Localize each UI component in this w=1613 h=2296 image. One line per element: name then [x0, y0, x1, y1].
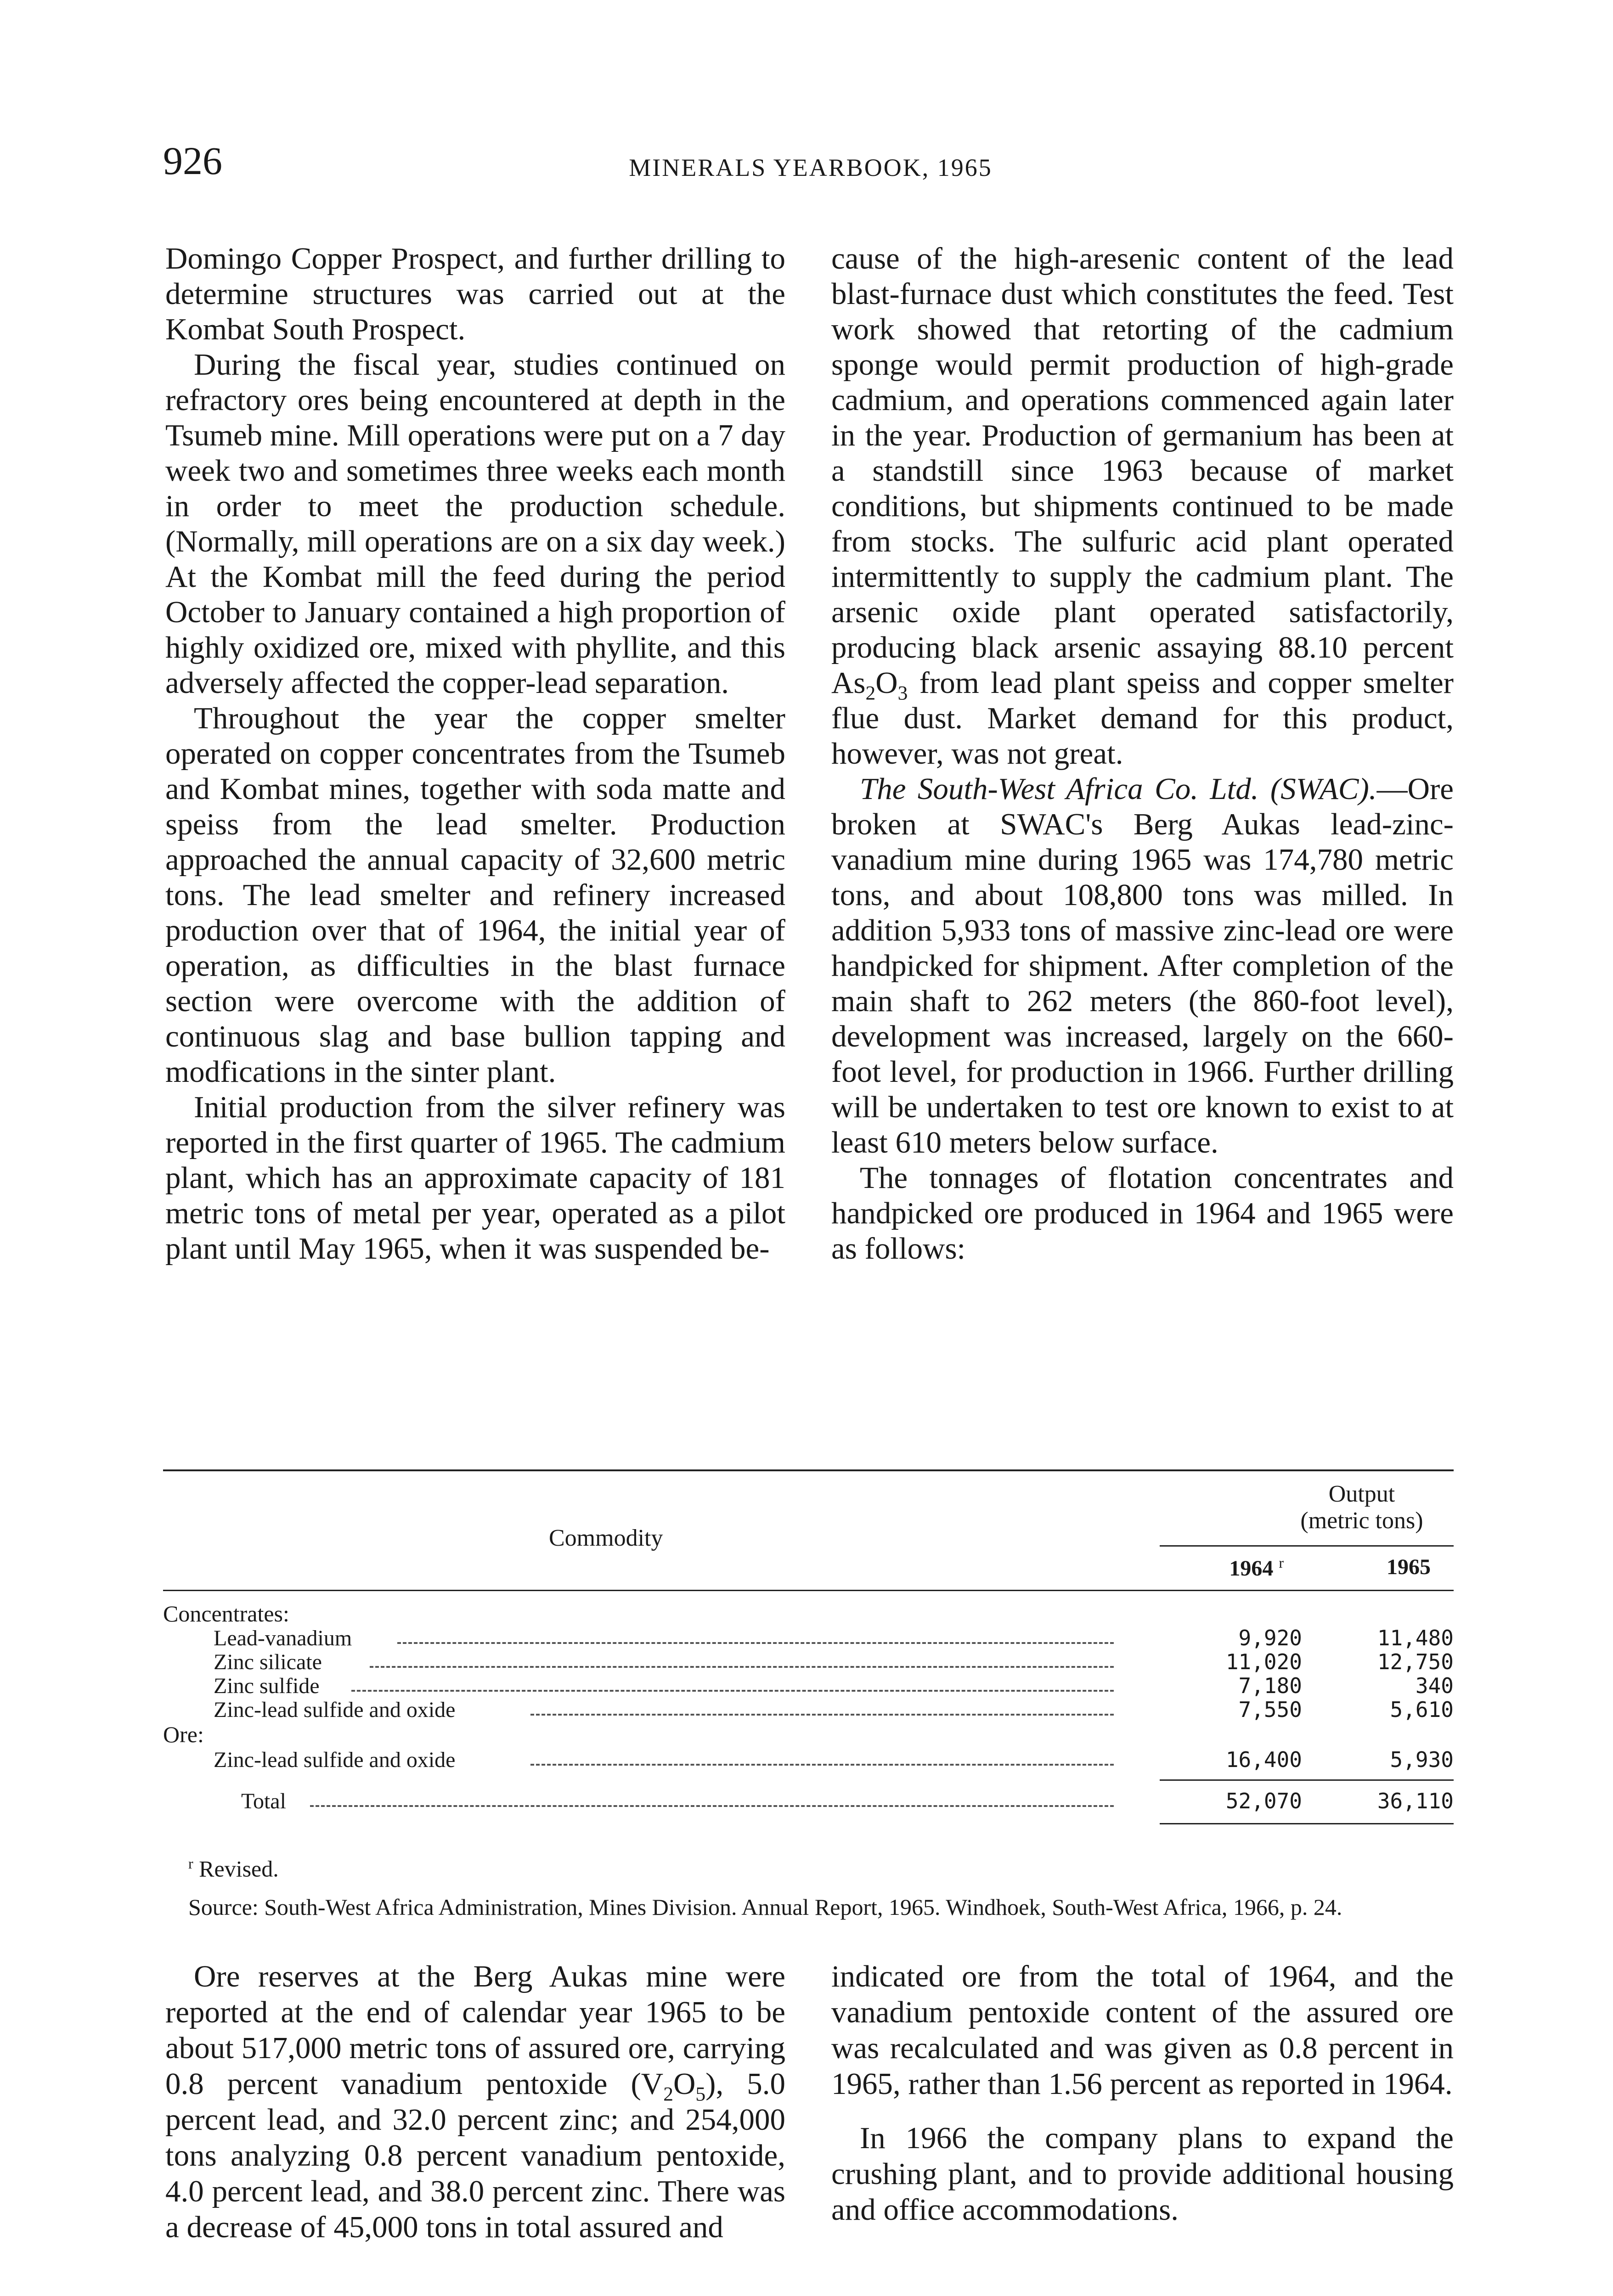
right-column-top: [831, 241, 1454, 1266]
text-run: Ore reserves at the Berg Aukas mine were reported at the end of calendar year 1965 to be about 517,000 metric tons of assured ore, carrying 0.8 percent vanadium pentoxide (V: [165, 1959, 785, 2101]
output-rule: [1160, 1545, 1454, 1547]
left-column-bottom: [165, 1958, 785, 2245]
table-source: Source: South-West Africa Administration, Mines Division. Annual Report, 1965. Windhoek, South-West Africa, 1966, p. 24.: [188, 1894, 1342, 1920]
paragraph: Domingo Copper Prospect, and further drilling to determine structures was carried out at the Kombat South Prospect.: [165, 242, 785, 346]
paragraph-gap: [831, 2102, 1454, 2120]
paragraph: indicated ore from the total of 1964, and the vanadium pentoxide content of the assured ore was recalculated and was given as 0.8 percent in 1965, rather than 1.56 percent as reported in 1964.: [831, 1959, 1454, 2101]
row-label: Zinc silicate: [214, 1650, 322, 1674]
footnote-revised: [188, 1851, 279, 1882]
footnote-text: Revised.: [199, 1856, 279, 1882]
text-run: O: [673, 2067, 696, 2101]
paragraph: Throughout the year the copper smelter operated on copper concentrates from the Tsumeb and Kombat mines, together with soda matte and speiss from the lead smelter. Production approached the annual capacity of 32,600 metric tons. The lead smelter and refinery increased production over that of 1964, the initial year of operation, as difficulties in the blast furnace section were overcome with the addition of continuous slag and base bullion tapping and modfications in the sinter plant.: [165, 701, 785, 1089]
value-1965: 12,750: [1377, 1649, 1454, 1674]
table-bottom-rule: [1160, 1823, 1454, 1824]
value-1965: 5,930: [1390, 1747, 1454, 1772]
value-1964: 11,020: [1225, 1649, 1302, 1674]
subscript: 3: [897, 682, 908, 704]
text-run: —Ore broken at SWAC's Berg Aukas lead-zinc-vanadium mine during 1965 was 174,780 metric tons, and about 108,800 tons was milled. In addition 5,933 tons of massive zinc-lead ore were handpicked for shipment. After completion of the main shaft to 262 meters (the 860-foot level), development was increased, largely on the 660-foot level, for production in 1966. Further drilling will be undertaken to test ore known to exist to at least 610 meters below surface.: [831, 772, 1454, 1159]
row-label: Lead-vanadium: [214, 1626, 352, 1650]
subscript: 2: [865, 682, 876, 704]
revised-mark: r: [188, 1855, 193, 1872]
text-run: ), 5.0 percent lead, and 32.0 percent zinc; and 254,000 tons analyzing 0.8 percent vanadium pentoxide, 4.0 percent lead, and 38.0 percent zinc. There was a decrease of 45,000 tons in total assured and: [165, 2067, 785, 2244]
paragraph: During the fiscal year, studies continued on refractory ores being encountered at depth in the Tsumeb mine. Mill operations were put on a 7 day week two and sometimes three weeks each month in order to meet the production schedule. (Normally, mill operations are on a six day week.) At the Kombat mill the feed during the period October to January contained a high proportion of highly oxidized ore, mixed with phyllite, and this adversely affected the copper-lead separation.: [165, 348, 785, 700]
value-1964: 16,400: [1225, 1747, 1302, 1772]
table-row: [163, 1649, 1454, 1677]
paragraph: The tonnages of flotation concentrates and handpicked ore produced in 1964 and 1965 were as follows:: [831, 1161, 1454, 1266]
paragraph: [165, 1958, 785, 2245]
text-run: from lead plant speiss and copper smelter flue dust. Market demand for this product, however, was not great.: [831, 666, 1454, 771]
table-row: [163, 1747, 1454, 1775]
column-header-1964: [1164, 1554, 1284, 1581]
group-label-ore: Ore:: [163, 1722, 204, 1747]
value-1965: 11,480: [1377, 1626, 1454, 1650]
revised-mark: r: [1279, 1554, 1284, 1571]
leader-dots: [310, 1805, 1114, 1807]
total-rule: [1160, 1779, 1454, 1781]
output-label: Output: [1328, 1481, 1395, 1507]
paragraph: [831, 771, 1454, 1160]
value-1964: 52,070: [1225, 1789, 1302, 1813]
column-header-output: [1270, 1481, 1454, 1534]
table-top-rule: [163, 1469, 1454, 1471]
leader-dots: [530, 1714, 1114, 1716]
paragraph: [831, 241, 1454, 771]
text-run: cause of the high-aresenic content of the lead blast-furnace dust which constitutes the feed. Test work showed that retorting of the cadmium sponge would permit production of high-grade cadmium, and operations commenced again later in the year. Production of germanium has been at a standstill since 1963 because of market conditions, but shipments continued to be made from stocks. The sulfuric acid plant operated intermittently to supply the cadmium plant. The arsenic oxide plant operated satisfactorily, producing black arsenic assaying 88.10 percent As: [831, 242, 1454, 700]
row-label: Zinc-lead sulfide and oxide: [214, 1748, 456, 1772]
table-row: [163, 1626, 1454, 1653]
leader-dots: [351, 1690, 1114, 1692]
paragraph: Initial production from the silver refinery was reported in the first quarter of 1965. The cadmium plant, which has an approximate capacity of 181 metric tons of metal per year, operated as a pilot plant until May 1965, when it was suspended be-: [165, 1090, 785, 1266]
value-1965: 36,110: [1377, 1789, 1454, 1813]
header-rule: [163, 1590, 1454, 1591]
output-units: (metric tons): [1300, 1508, 1423, 1534]
value-1964: 9,920: [1238, 1626, 1302, 1650]
table-row-total: [163, 1789, 1454, 1816]
value-1964: 7,180: [1238, 1673, 1302, 1698]
left-column-top: [165, 241, 785, 1266]
group-label-concentrates: Concentrates:: [163, 1601, 289, 1626]
page-header: [163, 138, 1458, 188]
value-1964: 7,550: [1238, 1697, 1302, 1722]
text-run: O: [875, 666, 898, 700]
leader-dots: [397, 1642, 1114, 1644]
subscript: 5: [695, 2083, 706, 2105]
leader-dots: [370, 1666, 1114, 1668]
page-number: 926: [163, 139, 222, 183]
section-title: The South-West Africa Co. Ltd. (SWAC).: [860, 772, 1377, 806]
running-title: MINERALS YEARBOOK, 1965: [629, 154, 993, 181]
value-1965: 5,610: [1390, 1697, 1454, 1722]
table-row: [163, 1673, 1454, 1701]
row-label: Total: [241, 1789, 286, 1813]
subscript: 2: [663, 2083, 673, 2105]
value-1965: 340: [1415, 1673, 1454, 1698]
column-header-commodity: Commodity: [549, 1525, 663, 1551]
paragraph: In 1966 the company plans to expand the crushing plant, and to provide additional housing and office accommodations.: [831, 2121, 1454, 2227]
row-label: Zinc sulfide: [214, 1674, 320, 1698]
column-header-1965: 1965: [1387, 1555, 1431, 1579]
leader-dots: [530, 1764, 1114, 1766]
row-label: Zinc-lead sulfide and oxide: [214, 1698, 456, 1722]
table-row: [163, 1697, 1454, 1725]
year-label: 1964: [1229, 1556, 1274, 1581]
right-column-bottom: [831, 1958, 1454, 2228]
